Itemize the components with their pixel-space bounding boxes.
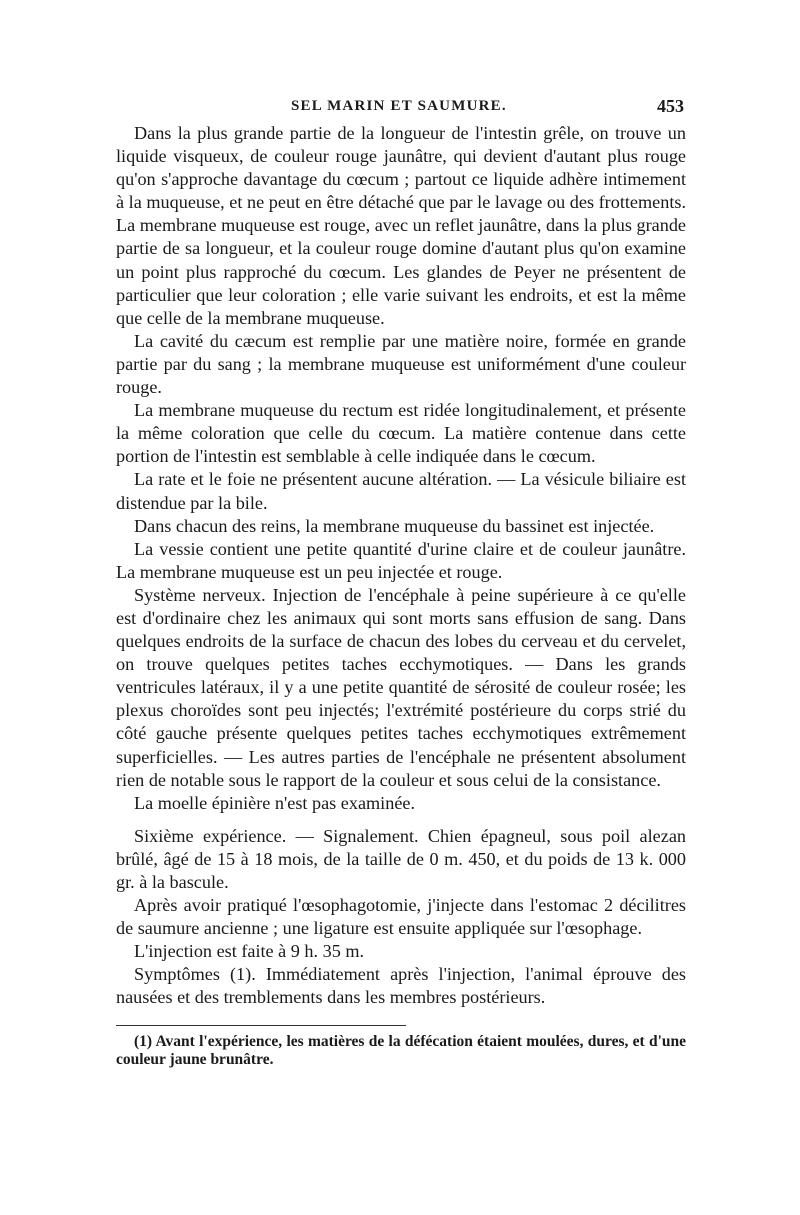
book-page bbox=[116, 92, 686, 1069]
paragraph-reins: Dans chacun des reins, la membrane muqueuse du bassinet est injectée. bbox=[134, 515, 655, 536]
paragraph-systeme-nerveux: Système nerveux. Injection de l'encéphale à peine supérieure à ce qu'elle est d'ordinaire chez les animaux qui sont morts sans effusion de sang. Dans quelques endroits de la surface de chacun des lobes du cerveau et du cervelet, on trouve quelques petites taches ecchymotiques. — Dans les grands ventricules latéraux, il y a une petite quantité de sérosité de couleur rosée; les plexus choroïdes sont peu injectés; l'extrémité postérieure du corps strié du côté gauche présente quelques petites taches ecchymotiques extrêmement superficielles. — Les autres parties de l'encéphale ne présentent absolument rien de notable sous le rapport de la couleur et sous celui de la consistance. bbox=[116, 584, 686, 790]
paragraph-symptomes: Symptômes (1). Immédiatement après l'injection, l'animal éprouve des nausées et des tremblements dans les membres postérieurs. bbox=[116, 964, 686, 1008]
paragraph-oesophagotomie: Après avoir pratiqué l'œsophagotomie, j'injecte dans l'estomac 2 décilitres de saumure ancienne ; une ligature est ensuite appliquée sur l'œsophage. bbox=[116, 895, 686, 939]
paragraph-rate-foie: La rate et le foie ne présentent aucune altération. — La vésicule biliaire est distendue par la bile. bbox=[116, 469, 686, 513]
paragraph-vessie: La vessie contient une petite quantité d'urine claire et de couleur jaunâtre. La membrane muqueuse est un peu injectée et rouge. bbox=[116, 538, 686, 582]
footnote-text: (1) Avant l'expérience, les matières de la défécation étaient moulées, dures, et d'une couleur jaune brunâtre. bbox=[116, 1032, 686, 1068]
body-text bbox=[116, 122, 686, 1010]
footnote-rule bbox=[116, 1025, 406, 1026]
footnote bbox=[116, 1033, 686, 1069]
paragraph-moelle-epiniere: La moelle épinière n'est pas examinée. bbox=[134, 792, 416, 813]
paragraph-rectum: La membrane muqueuse du rectum est ridée longitudinalement, et présente la même coloration que celle du cœcum. La matière contenue dans cette portion de l'intestin est semblable à celle indiquée dans le cœcum. bbox=[116, 400, 686, 467]
paragraph-injection-time: L'injection est faite à 9 h. 35 m. bbox=[134, 941, 365, 962]
running-title: SEL MARIN ET SAUMURE. bbox=[291, 98, 507, 114]
paragraph-sixieme-experience: Sixième expérience. — Signalement. Chien épagneul, sous poil alezan brûlé, âgé de 15 à 18 mois, de la taille de 0 m. 450, et du poids de 13 k. 000 gr. à la bascule. bbox=[116, 825, 686, 892]
running-head bbox=[116, 92, 686, 122]
page-number: 453 bbox=[657, 96, 684, 116]
paragraph-intestin-grele: Dans la plus grande partie de la longueur de l'intestin grêle, on trouve un liquide visqueux, de couleur rouge jaunâtre, qui devient d'autant plus rouge qu'on s'approche davantage du cœcum ; partout ce liquide adhère intimement à la muqueuse, et ne peut en être détaché que par le lavage ou des frottements. La membrane muqueuse est rouge, avec un reflet jaunâtre, dans la plus grande partie de sa longueur, et la couleur rouge domine d'autant plus qu'on examine un point plus rapproché du cœcum. Les glandes de Peyer ne présentent de particulier que leur coloration ; elle varie suivant les endroits, et est la même que celle de la membrane muqueuse. bbox=[116, 123, 686, 328]
paragraph-caecum: La cavité du cæcum est remplie par une matière noire, formée en grande partie par du sang ; la membrane muqueuse est uniformément d'une couleur rouge. bbox=[116, 330, 686, 398]
